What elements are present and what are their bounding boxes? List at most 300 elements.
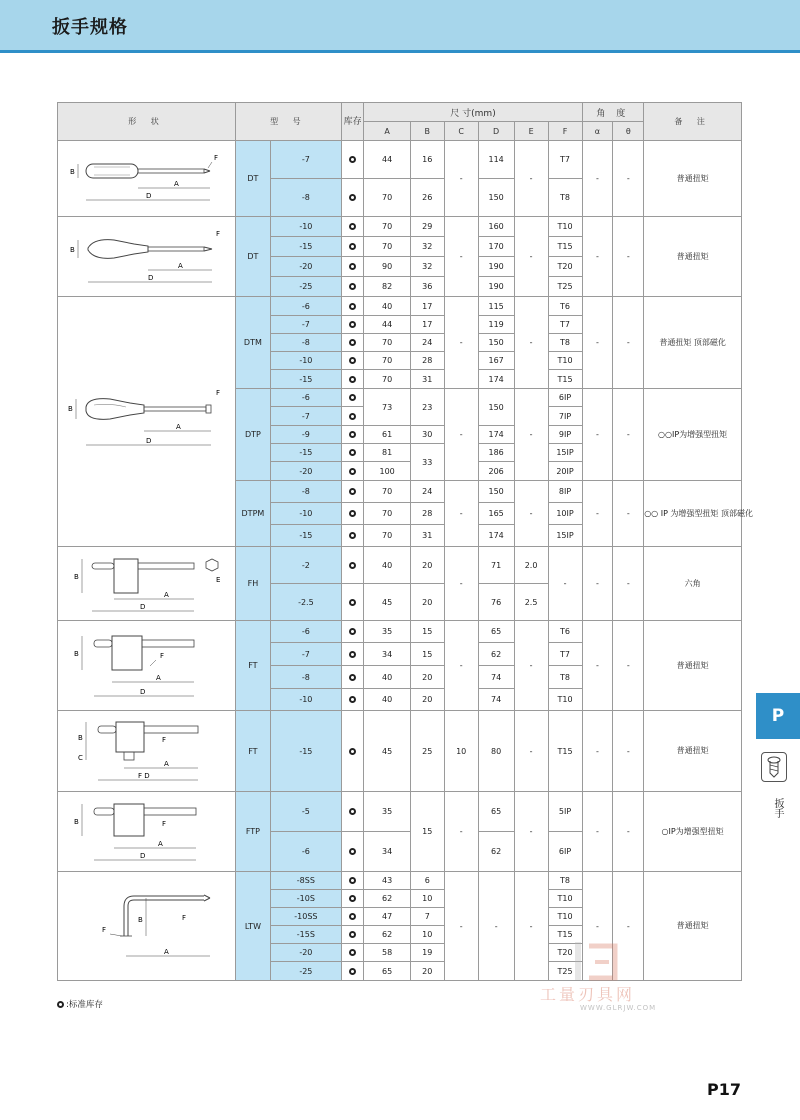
stock-cell <box>341 666 364 689</box>
stock-cell <box>341 277 364 297</box>
svg-text:A: A <box>175 422 181 431</box>
model-cell: -2 <box>270 547 341 584</box>
dim-f: T15 <box>548 237 582 257</box>
dim-f: T15 <box>548 711 582 792</box>
dim-f: T8 <box>548 666 582 689</box>
dim-a: 35 <box>364 792 410 832</box>
dim-b: 31 <box>410 370 444 389</box>
stock-circle-icon <box>57 1001 64 1008</box>
dim-f: T10 <box>548 352 582 370</box>
stock-cell <box>341 503 364 525</box>
dim-a: 70 <box>364 179 410 217</box>
svg-text:F D: F D <box>137 772 150 780</box>
svg-text:D: D <box>145 191 152 200</box>
table-row <box>58 621 742 643</box>
model-cell: -10S <box>270 890 341 908</box>
dim-d: 150 <box>478 389 514 426</box>
dim-b: 19 <box>410 944 444 962</box>
stock-cell <box>341 481 364 503</box>
header-rule <box>0 50 800 53</box>
dim-a: 70 <box>364 503 410 525</box>
dim-c: - <box>444 792 478 872</box>
stock-circle-icon <box>349 510 356 517</box>
dim-c: - <box>444 389 478 481</box>
stock-cell <box>341 257 364 277</box>
model-cell: -15 <box>270 525 341 547</box>
dim-f: 6IP <box>548 389 582 407</box>
header-note: 备 注 <box>644 103 742 141</box>
svg-text:A: A <box>157 839 163 848</box>
dim-b: 10 <box>410 890 444 908</box>
model-cell: -15 <box>270 370 341 389</box>
model-cell: -15S <box>270 926 341 944</box>
model-cell: -7 <box>270 407 341 426</box>
series-label: DT <box>235 141 270 217</box>
section-label: 扳手 <box>772 798 783 818</box>
dim-b: 24 <box>410 481 444 503</box>
angle-theta: - <box>613 872 644 981</box>
angle-alpha: - <box>582 389 613 481</box>
dim-f: T7 <box>548 141 582 179</box>
dim-d: 74 <box>478 689 514 711</box>
dim-f: T7 <box>548 316 582 334</box>
stock-circle-icon <box>349 949 356 956</box>
table-row <box>58 547 742 584</box>
dim-b: 16 <box>410 141 444 179</box>
stock-cell <box>341 926 364 944</box>
dim-e: 2.5 <box>514 584 548 621</box>
svg-text:A: A <box>177 261 183 270</box>
model-cell: -10 <box>270 352 341 370</box>
dim-d: 114 <box>478 141 514 179</box>
svg-text:B: B <box>69 167 75 176</box>
stock-circle-icon <box>349 376 356 383</box>
stock-cell <box>341 547 364 584</box>
angle-alpha: - <box>582 872 613 981</box>
svg-text:F: F <box>161 819 166 828</box>
table-row <box>58 217 742 237</box>
dim-d: 190 <box>478 277 514 297</box>
model-cell: -6 <box>270 389 341 407</box>
angle-alpha: - <box>582 547 613 621</box>
dim-b: 32 <box>410 237 444 257</box>
svg-text:C: C <box>77 754 83 762</box>
note-cell: 普通扭矩 <box>644 872 742 981</box>
dim-f: - <box>548 547 582 621</box>
stock-circle-icon <box>349 877 356 884</box>
svg-text:F: F <box>161 736 166 744</box>
dim-f: T15 <box>548 926 582 944</box>
series-label: DT <box>235 217 270 297</box>
dim-e: - <box>514 217 548 297</box>
svg-text:B: B <box>73 572 79 581</box>
shape-drawing-ltw <box>58 872 236 981</box>
model-cell: -20 <box>270 462 341 481</box>
dim-b: 28 <box>410 503 444 525</box>
dim-a: 61 <box>364 426 410 444</box>
dim-d: 165 <box>478 503 514 525</box>
dim-b: 30 <box>410 426 444 444</box>
watermark-url: WWW.GLRJW.COM <box>580 1004 657 1012</box>
angle-theta: - <box>613 141 644 217</box>
angle-alpha: - <box>582 481 613 547</box>
angle-theta: - <box>613 621 644 711</box>
header-stock: 库存 <box>341 103 364 141</box>
dim-f: 20IP <box>548 462 582 481</box>
note-cell: 普通扭矩 顶部磁化 <box>644 297 742 389</box>
model-cell: -20 <box>270 944 341 962</box>
stock-circle-icon <box>349 628 356 635</box>
dim-f: T10 <box>548 217 582 237</box>
stock-circle-icon <box>349 651 356 658</box>
dim-d: 174 <box>478 426 514 444</box>
dim-b: 20 <box>410 666 444 689</box>
svg-text:D: D <box>139 851 146 860</box>
dim-f: T25 <box>548 277 582 297</box>
dim-c: - <box>444 141 478 217</box>
dim-b: 6 <box>410 872 444 890</box>
stock-circle-icon <box>349 431 356 438</box>
model-cell: -7 <box>270 316 341 334</box>
dim-a: 70 <box>364 334 410 352</box>
note-cell: 普通扭矩 <box>644 621 742 711</box>
stock-cell <box>341 179 364 217</box>
series-label: DTM <box>235 297 270 389</box>
dim-c: - <box>444 481 478 547</box>
stock-cell <box>341 370 364 389</box>
note-cell: 普通扭矩 <box>644 711 742 792</box>
header-model: 型 号 <box>235 103 341 141</box>
dim-f: 8IP <box>548 481 582 503</box>
stock-circle-icon <box>349 599 356 606</box>
shape-drawing-dt-small <box>58 141 236 217</box>
dim-a: 62 <box>364 926 410 944</box>
angle-alpha: - <box>582 621 613 711</box>
spec-table <box>57 102 753 981</box>
dim-d: 150 <box>478 179 514 217</box>
svg-text:D: D <box>139 602 146 611</box>
model-cell: -6 <box>270 297 341 316</box>
stock-cell <box>341 426 364 444</box>
model-cell: -15 <box>270 444 341 462</box>
stock-circle-icon <box>349 848 356 855</box>
stock-circle-icon <box>349 674 356 681</box>
stock-cell <box>341 621 364 643</box>
stock-cell <box>341 872 364 890</box>
dim-f: T8 <box>548 872 582 890</box>
dim-d: 71 <box>478 547 514 584</box>
dim-d: 206 <box>478 462 514 481</box>
header-col-b: B <box>410 122 444 141</box>
stock-cell <box>341 334 364 352</box>
note-cell: ○○IP为增强型扭矩 <box>644 389 742 481</box>
dim-d: - <box>478 872 514 981</box>
dim-a: 70 <box>364 370 410 389</box>
dim-e: - <box>514 792 548 872</box>
dim-e: - <box>514 141 548 217</box>
stock-cell <box>341 711 364 792</box>
stock-circle-icon <box>349 562 356 569</box>
svg-text:A: A <box>163 590 169 599</box>
dim-f: T7 <box>548 643 582 666</box>
dim-b: 24 <box>410 334 444 352</box>
dim-f: T10 <box>548 689 582 711</box>
svg-text:A: A <box>173 179 179 188</box>
shape-drawing-dtm <box>58 297 236 547</box>
header-dimensions: 尺 寸(mm) <box>364 103 582 122</box>
stock-circle-icon <box>349 968 356 975</box>
dim-a: 62 <box>364 890 410 908</box>
dim-f: 9IP <box>548 426 582 444</box>
dim-d: 65 <box>478 621 514 643</box>
dim-f: 6IP <box>548 832 582 872</box>
dim-b: 7 <box>410 908 444 926</box>
dim-f: T25 <box>548 962 582 981</box>
angle-alpha: - <box>582 141 613 217</box>
angle-alpha: - <box>582 297 613 389</box>
svg-text:B: B <box>73 649 79 658</box>
stock-circle-icon <box>349 808 356 815</box>
dim-a: 90 <box>364 257 410 277</box>
dim-d: 150 <box>478 334 514 352</box>
series-label: FT <box>235 711 270 792</box>
dim-f: 15IP <box>548 444 582 462</box>
dim-d: 80 <box>478 711 514 792</box>
model-cell: -9 <box>270 426 341 444</box>
dim-a: 40 <box>364 666 410 689</box>
angle-theta: - <box>613 217 644 297</box>
model-cell: -15 <box>270 711 341 792</box>
model-cell: -7 <box>270 141 341 179</box>
dim-f: T6 <box>548 621 582 643</box>
svg-text:F: F <box>101 926 106 934</box>
svg-text:B: B <box>67 404 73 413</box>
page-title: 扳手规格 <box>52 17 128 38</box>
dim-c: - <box>444 297 478 389</box>
dim-d: 62 <box>478 832 514 872</box>
dim-c: - <box>444 621 478 711</box>
angle-theta: - <box>613 389 644 481</box>
dim-b: 20 <box>410 584 444 621</box>
stock-circle-icon <box>349 931 356 938</box>
stock-circle-icon <box>349 156 356 163</box>
stock-cell <box>341 689 364 711</box>
dim-a: 47 <box>364 908 410 926</box>
dim-e: 2.0 <box>514 547 548 584</box>
angle-theta: - <box>613 297 644 389</box>
series-label: DTP <box>235 389 270 481</box>
stock-cell <box>341 352 364 370</box>
dim-b: 15 <box>410 621 444 643</box>
table-row <box>58 792 742 832</box>
model-cell: -10 <box>270 503 341 525</box>
dim-a: 70 <box>364 237 410 257</box>
svg-text:A: A <box>163 948 169 956</box>
dim-a: 82 <box>364 277 410 297</box>
dim-d: 174 <box>478 370 514 389</box>
svg-text:E: E <box>215 575 221 584</box>
angle-alpha: - <box>582 711 613 792</box>
header-shape: 形 状 <box>58 103 236 141</box>
header-col-a: A <box>364 122 410 141</box>
model-cell: -8 <box>270 481 341 503</box>
stock-cell <box>341 962 364 981</box>
svg-text:D: D <box>145 436 152 445</box>
dim-a: 100 <box>364 462 410 481</box>
svg-text:F: F <box>215 388 220 397</box>
stock-legend <box>57 998 103 1010</box>
header-col-theta: θ <box>613 122 644 141</box>
dim-c: - <box>444 547 478 621</box>
table-row <box>58 872 742 890</box>
table-row <box>58 141 742 179</box>
dim-e: - <box>514 389 548 481</box>
note-cell: 普通扭矩 <box>644 217 742 297</box>
svg-text:B: B <box>77 734 83 742</box>
header-col-d: D <box>478 122 514 141</box>
note-cell: 普通扭矩 <box>644 141 742 217</box>
dim-b: 15 <box>410 792 444 872</box>
model-cell: -8 <box>270 179 341 217</box>
svg-text:A: A <box>163 760 169 768</box>
dim-a: 40 <box>364 547 410 584</box>
dim-b: 31 <box>410 525 444 547</box>
stock-circle-icon <box>349 303 356 310</box>
stock-cell <box>341 297 364 316</box>
dim-a: 70 <box>364 481 410 503</box>
dim-f: T10 <box>548 908 582 926</box>
model-cell: -25 <box>270 962 341 981</box>
dim-a: 65 <box>364 962 410 981</box>
model-cell: -2.5 <box>270 584 341 621</box>
series-label: FT <box>235 621 270 711</box>
dim-d: 74 <box>478 666 514 689</box>
stock-circle-icon <box>349 394 356 401</box>
model-cell: -20 <box>270 257 341 277</box>
dim-b: 10 <box>410 926 444 944</box>
dim-f: 15IP <box>548 525 582 547</box>
dim-a: 40 <box>364 297 410 316</box>
dim-b: 15 <box>410 643 444 666</box>
stock-circle-icon <box>349 532 356 539</box>
dim-d: 115 <box>478 297 514 316</box>
dim-a: 70 <box>364 352 410 370</box>
angle-alpha: - <box>582 792 613 872</box>
section-tab-p[interactable]: P <box>756 693 800 739</box>
svg-text:F: F <box>215 229 220 238</box>
dim-a: 81 <box>364 444 410 462</box>
note-cell: 六角 <box>644 547 742 621</box>
angle-theta: - <box>613 711 644 792</box>
dim-b: 32 <box>410 257 444 277</box>
series-label: FH <box>235 547 270 621</box>
dim-b: 20 <box>410 689 444 711</box>
dim-a: 70 <box>364 217 410 237</box>
stock-circle-icon <box>349 748 356 755</box>
note-cell: ○○ IP 为增强型扭矩 顶部磁化 <box>644 481 742 547</box>
dim-f: T10 <box>548 890 582 908</box>
stock-cell <box>341 525 364 547</box>
angle-theta: - <box>613 792 644 872</box>
header-col-e: E <box>514 122 548 141</box>
model-cell: -8SS <box>270 872 341 890</box>
table-row <box>58 297 742 316</box>
dim-f: T20 <box>548 944 582 962</box>
dim-a: 40 <box>364 689 410 711</box>
stock-circle-icon <box>349 243 356 250</box>
svg-text:B: B <box>137 916 143 924</box>
stock-circle-icon <box>349 413 356 420</box>
stock-cell <box>341 316 364 334</box>
stock-cell <box>341 944 364 962</box>
model-cell: -7 <box>270 643 341 666</box>
stock-cell <box>341 890 364 908</box>
dim-d: 160 <box>478 217 514 237</box>
dim-a: 73 <box>364 389 410 426</box>
dim-e: - <box>514 621 548 711</box>
stock-circle-icon <box>349 913 356 920</box>
stock-circle-icon <box>349 468 356 475</box>
dim-e: - <box>514 872 548 981</box>
stock-cell <box>341 237 364 257</box>
dim-b: 28 <box>410 352 444 370</box>
dim-b: 26 <box>410 179 444 217</box>
dim-f: T20 <box>548 257 582 277</box>
dim-b: 25 <box>410 711 444 792</box>
dim-d: 190 <box>478 257 514 277</box>
dim-b: 17 <box>410 297 444 316</box>
dim-f: 7IP <box>548 407 582 426</box>
model-cell: -8 <box>270 666 341 689</box>
dim-a: 35 <box>364 621 410 643</box>
stock-cell <box>341 462 364 481</box>
model-cell: -10SS <box>270 908 341 926</box>
svg-text:B: B <box>69 245 75 254</box>
model-cell: -15 <box>270 237 341 257</box>
stock-cell <box>341 389 364 407</box>
stock-circle-icon <box>349 895 356 902</box>
stock-cell <box>341 584 364 621</box>
dim-b: 20 <box>410 547 444 584</box>
stock-cell <box>341 141 364 179</box>
svg-text:F: F <box>213 153 218 162</box>
stock-circle-icon <box>349 696 356 703</box>
legend-text: :标准库存 <box>66 1000 103 1010</box>
svg-text:D: D <box>139 687 146 696</box>
shape-drawing-ft <box>58 621 236 711</box>
stock-cell <box>341 832 364 872</box>
dim-d: 186 <box>478 444 514 462</box>
stock-circle-icon <box>349 194 356 201</box>
series-label: LTW <box>235 872 270 981</box>
shape-drawing-dt-large <box>58 217 236 297</box>
dim-f: 10IP <box>548 503 582 525</box>
stock-circle-icon <box>349 449 356 456</box>
dim-c: - <box>444 872 478 981</box>
angle-theta: - <box>613 481 644 547</box>
header-col-c: C <box>444 122 478 141</box>
shape-drawing-ft-15 <box>58 711 236 792</box>
stock-cell <box>341 217 364 237</box>
svg-text:D: D <box>147 273 154 282</box>
table-row <box>58 711 742 792</box>
stock-circle-icon <box>349 357 356 364</box>
dim-a: 34 <box>364 832 410 872</box>
dim-a: 70 <box>364 525 410 547</box>
svg-text:B: B <box>73 817 79 826</box>
dim-c: - <box>444 217 478 297</box>
dim-b: 33 <box>410 444 444 481</box>
